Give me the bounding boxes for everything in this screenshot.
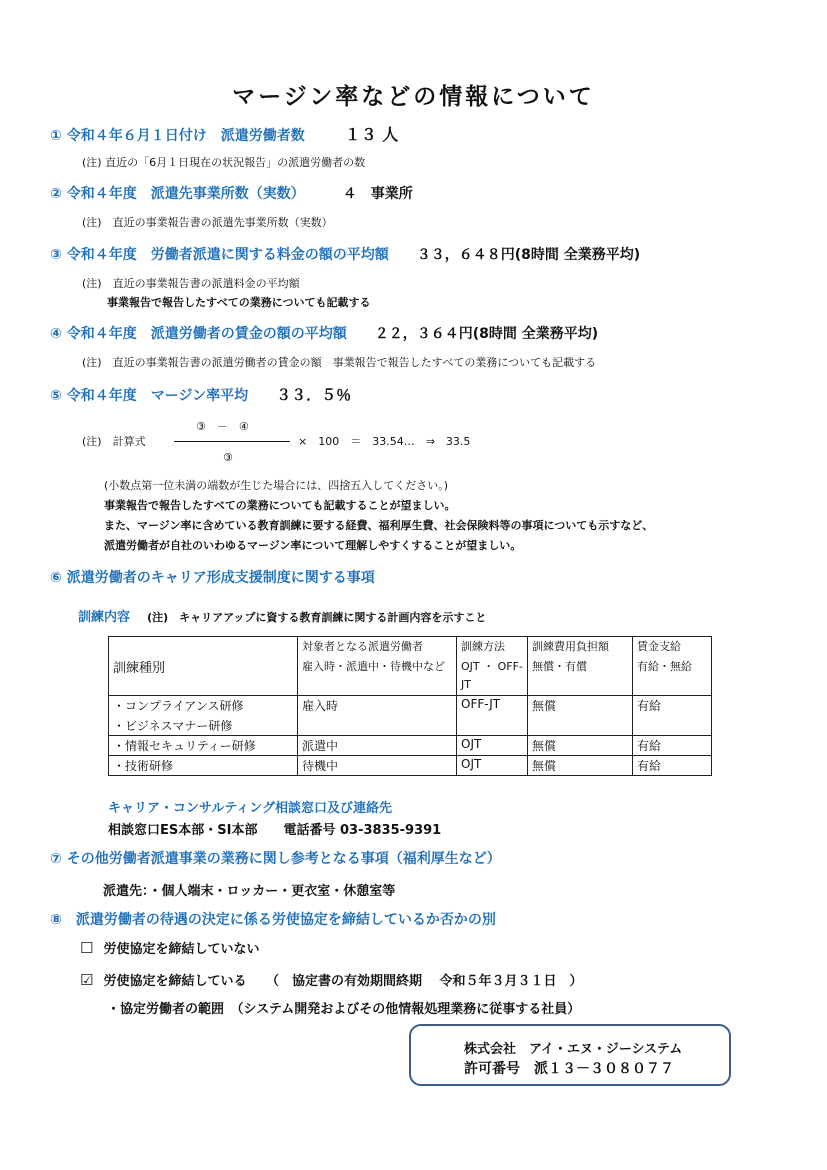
section-5-note-1: (小数点第一位未満の端数が生じた場合には、四捨五入してください。) <box>104 479 449 492</box>
section-5-label: ⑤ 令和４年度 マージン率平均 <box>50 388 249 404</box>
row-3-cost: 無償 <box>528 756 633 776</box>
training-content-note: (注) キャリアアップに資する教育訓練に関する計画内容を示すこと <box>147 611 487 624</box>
unchecked-box-icon: ☐ <box>80 939 94 957</box>
training-content-label: 訓練内容 <box>78 610 131 625</box>
section-4-value: ２２，３６４円(8時間 全業務平均) <box>374 326 599 342</box>
section-2-note: (注) 直近の事業報告書の派遣先事業所数（実数） <box>82 216 333 229</box>
row-2-target: 派遣中 <box>298 736 457 756</box>
row-1-target: 雇入時 <box>298 696 457 736</box>
row-3-method: OJT <box>457 756 528 776</box>
header-wage-line-1: 賃金支給 <box>637 640 681 653</box>
section-6-heading: ⑥ 派遣労働者のキャリア形成支援制度に関する事項 <box>50 570 375 586</box>
table-row <box>109 736 712 756</box>
company-name: 株式会社 アイ・エヌ・ジーシステム <box>464 1042 683 1057</box>
table-header-row <box>109 637 712 696</box>
header-wage-line-2: 有給・無給 <box>637 660 692 673</box>
section-3-heading <box>50 244 640 264</box>
row-1-type-b: ・ビジネスマナー研修 <box>113 719 233 733</box>
row-3-type: ・技術研修 <box>109 756 298 776</box>
section-5-note-4: 派遣労働者が自社のいわゆるマージン率について理解しやすくすることが望ましい。 <box>104 539 522 552</box>
option-agreement <box>80 970 582 989</box>
section-5-heading <box>50 384 351 405</box>
section-2-heading <box>50 183 413 203</box>
consultation-title: キャリア・コンサルティング相談窓口及び連絡先 <box>108 801 393 816</box>
option-no-agreement <box>80 938 259 957</box>
section-2-value: ４ 事業所 <box>342 186 413 202</box>
section-7-line: 派遣先：・個人端末・ロッカー・更衣室・休憩室等 <box>103 884 396 899</box>
row-1-method: OFF-JT <box>457 696 528 736</box>
license-number: 許可番号 派１３－３０８０７７ <box>464 1061 674 1077</box>
section-2-label: ② 令和４年度 派遣先事業所数（実数） <box>50 186 305 202</box>
training-table <box>108 636 712 776</box>
row-3-wage: 有給 <box>633 756 712 776</box>
section-4-note: (注) 直近の事業報告書の派遣労働者の賃金の額 事業報告で報告したすべての業務についても記載する <box>82 356 597 369</box>
section-5-value: ３３．５％ <box>276 386 352 404</box>
formula-label: (注) 計算式 <box>82 435 146 448</box>
row-1-type-a: ・コンプライアンス研修 <box>113 699 244 713</box>
section-8-heading: ⑧ 派遣労働者の待遇の決定に係る労使協定を締結しているか否かの別 <box>50 912 496 928</box>
header-method-line-3: JT <box>461 678 471 691</box>
section-3-note-1: (注) 直近の事業報告書の派遣料金の平均額 <box>82 277 300 290</box>
section-1-label: ① 令和４年６月１日付け 派遣労働者数 <box>50 128 305 144</box>
header-target-line-2: 雇入時・派遣中・待機中など <box>302 660 445 673</box>
formula-numerator: ③ － ④ <box>196 420 249 433</box>
row-1-type <box>109 696 298 736</box>
consultation-contact: 相談窓口ES本部・SI本部 電話番号 03-3835-9391 <box>108 823 442 838</box>
row-2-wage: 有給 <box>633 736 712 756</box>
formula-result: × 100 ＝ 33.54… ⇒ 33.5 <box>298 435 471 448</box>
page-title: マージン率などの情報について <box>232 84 595 110</box>
header-cost-line-1: 訓練費用負担額 <box>532 640 609 653</box>
section-3-label: ③ 令和４年度 労働者派遣に関する料金の額の平均額 <box>50 247 389 263</box>
row-1-cost: 無償 <box>528 696 633 736</box>
section-5-note-3: また、マージン率に含めている教育訓練に要する経費、福利厚生費、社会保険料等の事項についても示すなど、 <box>104 519 654 532</box>
formula-denominator: ③ <box>223 451 233 464</box>
section-1-value: １３ 人 <box>344 125 399 144</box>
option-agreement-label: 労使協定を締結している （ 協定書の有効期間終期 令和５年３月３１日 ） <box>103 974 583 989</box>
formula-fraction-line <box>174 441 290 442</box>
section-1-heading <box>50 122 398 145</box>
agreement-scope: ・協定労働者の範囲 （システム開発およびその他情報処理業務に従事する社員） <box>107 1002 581 1017</box>
header-method-line-2: OJT ・ OFF- <box>461 660 523 673</box>
header-target-line-1: 対象者となる派遣労働者 <box>302 640 423 653</box>
section-5-note-2: 事業報告で報告したすべての業務についても記載することが望ましい。 <box>104 499 456 512</box>
section-3-note-2: 事業報告で報告したすべての業務についても記載する <box>107 296 371 309</box>
section-1-note: (注) 直近の「6月１日現在の状況報告」の派遣労働者の数 <box>82 156 366 169</box>
row-2-type: ・情報セキュリティー研修 <box>109 736 298 756</box>
header-method <box>457 637 528 696</box>
header-training-type: 訓練種別 <box>109 637 298 696</box>
table-row <box>109 696 712 736</box>
row-1-wage: 有給 <box>633 696 712 736</box>
table-row <box>109 756 712 776</box>
row-3-target: 待機中 <box>298 756 457 776</box>
header-method-line-1: 訓練方法 <box>461 640 505 653</box>
header-target-workers <box>298 637 457 696</box>
row-2-cost: 無償 <box>528 736 633 756</box>
header-wage <box>633 637 712 696</box>
section-4-label: ④ 令和４年度 派遣労働者の賃金の額の平均額 <box>50 326 347 342</box>
checked-box-icon: ☑ <box>80 971 94 989</box>
header-cost-line-2: 無償・有償 <box>532 660 587 673</box>
section-3-value: ３３，６４８円(8時間 全業務平均) <box>416 247 641 263</box>
training-content-row <box>78 606 486 625</box>
header-cost <box>528 637 633 696</box>
section-7-heading: ⑦ その他労働者派遣事業の業務に関し参考となる事項（福利厚生など） <box>50 851 501 867</box>
section-4-heading <box>50 323 598 343</box>
row-2-method: OJT <box>457 736 528 756</box>
option-no-agreement-label: 労使協定を締結していない <box>103 942 260 957</box>
